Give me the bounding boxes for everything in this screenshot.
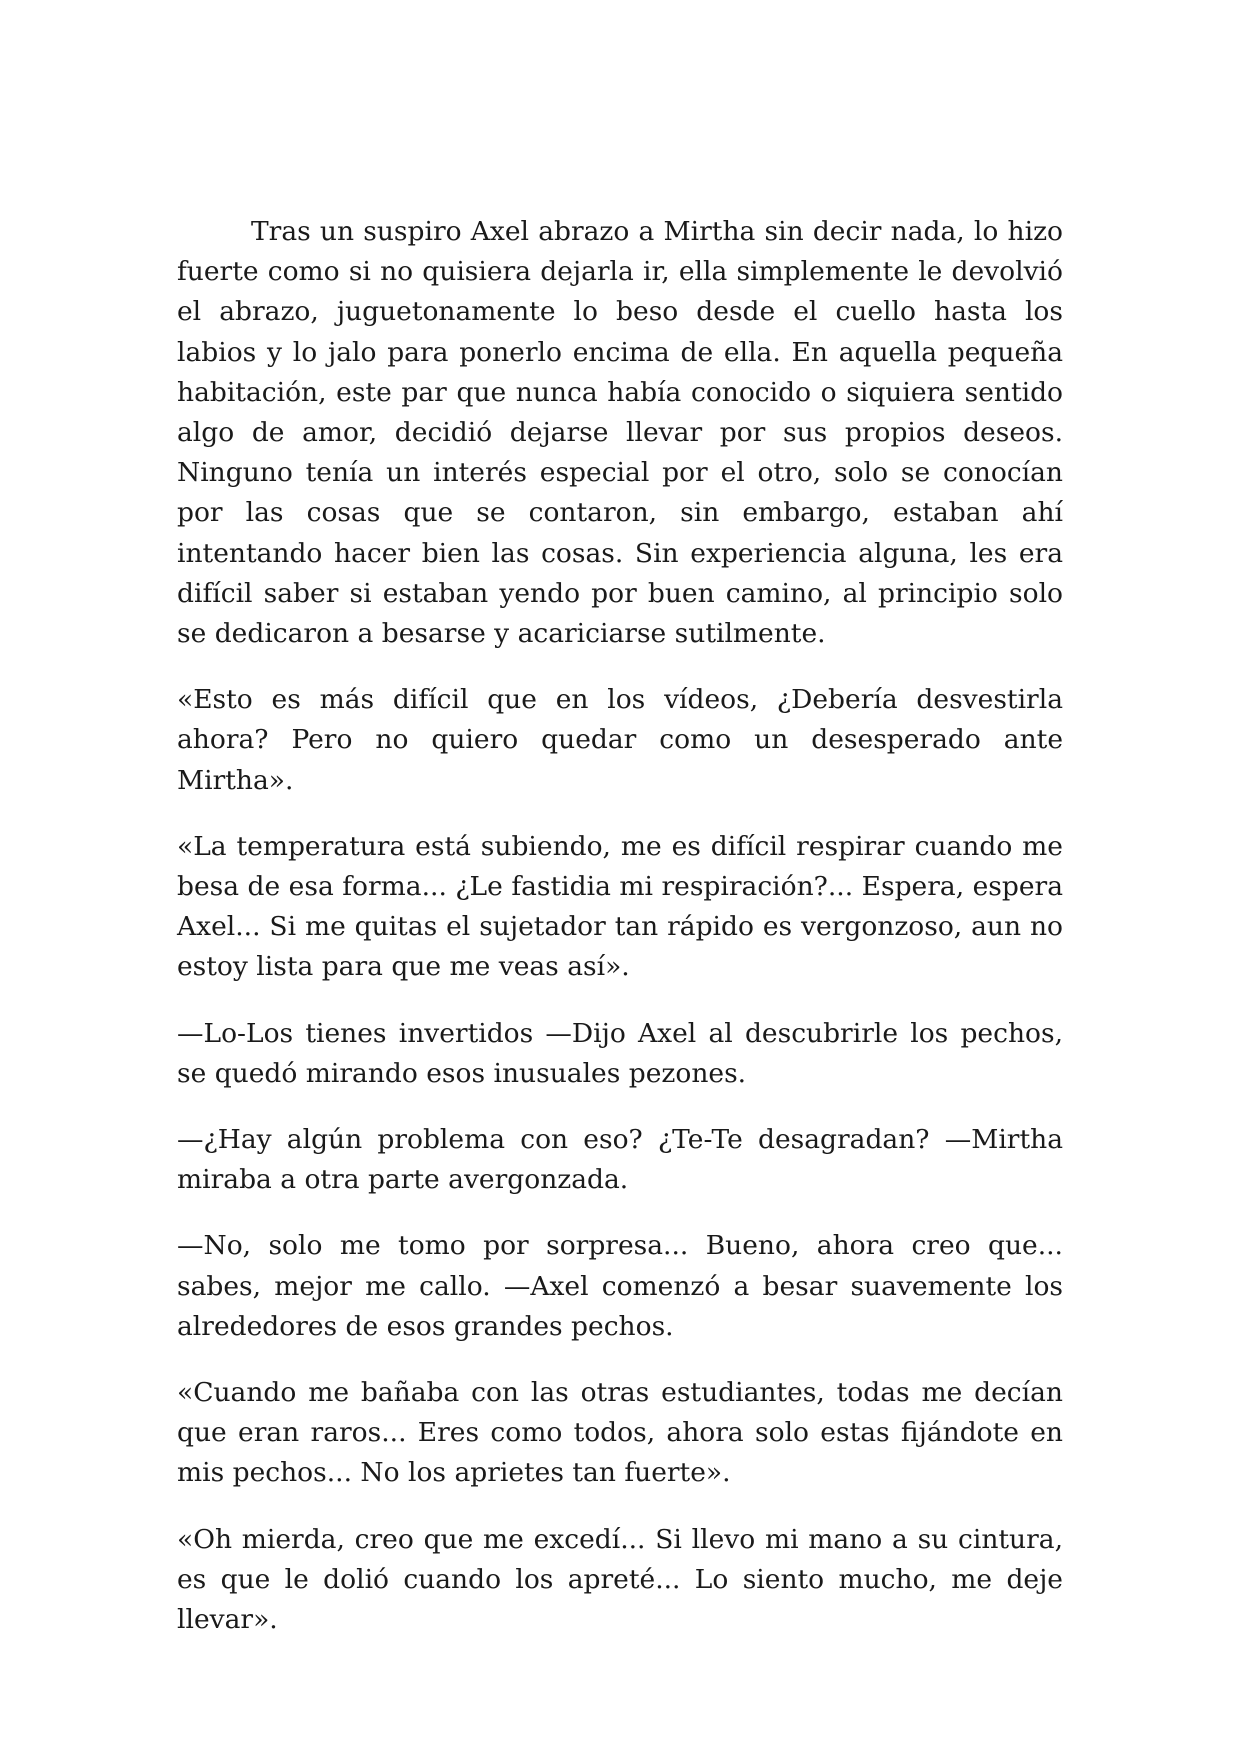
paragraph-8: «Oh mierda, creo que me excedí... Si llevo mi mano a su cintura, es que le dolió cuando los apreté... Lo siento mucho, me deje llevar». <box>177 1523 1063 1636</box>
paragraph-6: —No, solo me tomo por sorpresa... Bueno, ahora creo que... sabes, mejor me callo. —Axel comenzó a besar suavemente los alrededores de esos grandes pechos. <box>177 1230 1063 1342</box>
body-text <box>177 212 1063 1666</box>
paragraph-5: —¿Hay algún problema con eso? ¿Te-Te desagradan? —Mirtha miraba a otra parte avergonzada. <box>177 1124 1063 1196</box>
paragraph-2: «Esto es más difícil que en los vídeos, ¿Debería desvestirla ahora? Pero no quiero quedar como un desesperado ante Mirtha». <box>177 684 1063 796</box>
paragraph-1: Tras un suspiro Axel abrazo a Mirtha sin decir nada, lo hizo fuerte como si no quisiera dejarla ir, ella simplemente le devolvió el abrazo, juguetonamente lo beso desde el cuello hasta los labios y lo jalo para ponerlo encima de ella. En aquella pequeña habitación, este par que nunca había conocido o siquiera sentido algo de amor, decidió dejarse llevar por sus propios deseos. Ninguno tenía un interés especial por el otro, solo se conocían por las cosas que se contaron, sin embargo, estaban ahí intentando hacer bien las cosas. Sin experiencia alguna, les era difícil saber si estaban yendo por buen camino, al principio solo se dedicaron a besarse y acariciarse sutilmente. <box>177 216 1063 650</box>
paragraph-3: «La temperatura está subiendo, me es difícil respirar cuando me besa de esa forma... ¿Le fastidia mi respiración?... Espera, espera Axel... Si me quitas el sujetador tan rápido es vergonzoso, aun no estoy lista para que me veas así». <box>177 830 1063 983</box>
paragraph-7: «Cuando me bañaba con las otras estudiantes, todas me decían que eran raros... Eres como todos, ahora solo estas fijándote en mis pechos... No los aprietes tan fuerte». <box>177 1377 1063 1489</box>
paragraph-4: —Lo-Los tienes invertidos —Dijo Axel al descubrirle los pechos, se quedó mirando esos inusuales pezones. <box>177 1017 1063 1089</box>
